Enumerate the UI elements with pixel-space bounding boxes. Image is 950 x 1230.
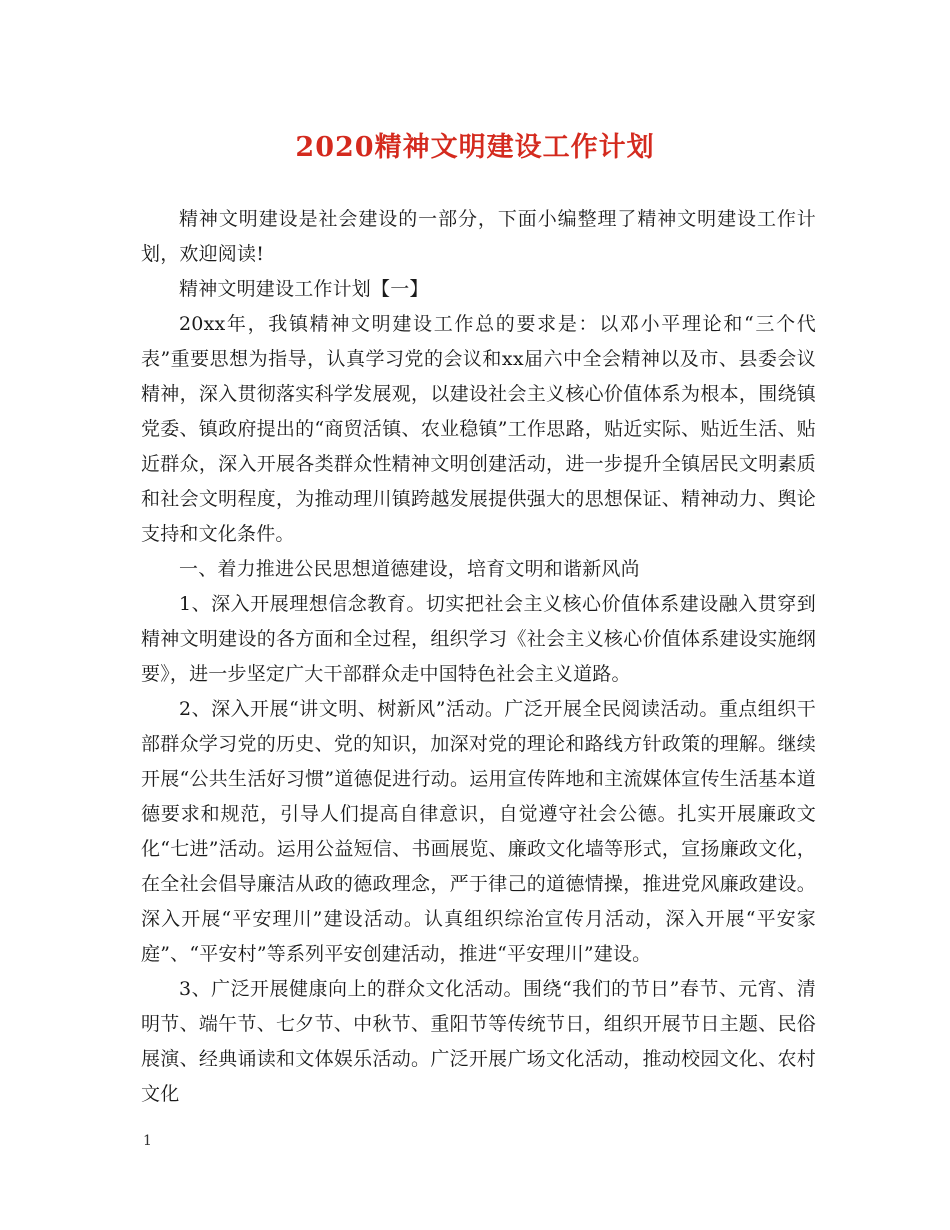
paragraph-intro: 精神文明建设是社会建设的一部分，下面小编整理了精神文明建设工作计划，欢迎阅读! xyxy=(141,208,816,265)
document-title: 2020精神文明建设工作计划 xyxy=(295,132,655,163)
paragraph-item-2: 2、深入开展“讲文明、树新风”活动。广泛开展全民阅读活动。重点组织干部群众学习党的历史、党的知识，加深对党的理论和路线方针政策的理解。继续开展“公共生活好习惯”道德促进行动。运用宣传阵地和主流媒体宣传生活基本道德要求和规范，引导人们提高自律意识，自觉遵守社会公德。扎实开展廉政文化“七进”活动。运用公益短信、书画展览、廉政文化墙等形式，宣扬廉政文化，在全社会倡导廉洁从政的德政理念，严于律己的道德情操，推进党风廉政建设。深入开展“平安理川”建设活动。认真组织综治宣传月活动，深入开展“平安家庭”、“平安村”等系列平安创建活动，推进“平安理川”建设。 xyxy=(141,698,816,965)
section-heading-plan-one: 精神文明建设工作计划【一】 xyxy=(179,278,429,300)
paragraph-overview: 20xx年，我镇精神文明建设工作总的要求是：以邓小平理论和“三个代表”重要思想为指导，认真学习党的会议和xx届六中全会精神以及市、县委会议精神，深入贯彻落实科学发展观，以建设社会主义核心价值体系为根本，围绕镇党委、镇政府提出的“商贸活镇、农业稳镇”工作思路，贴近实际、贴近生活、贴近群众，深入开展各类群众性精神文明创建活动，进一步提升全镇居民文明素质和社会文明程度，为推动理川镇跨越发展提供强大的思想保证、精神动力、舆论支持和文化条件。 xyxy=(141,313,816,545)
paragraph-item-3: 3、广泛开展健康向上的群众文化活动。围绕“我们的节日”春节、元宵、清明节、端午节、七夕节、中秋节、重阳节等传统节日，组织开展节日主题、民俗展演、经典诵读和文体娱乐活动。广泛开展广场文化活动，推动校园文化、农村文化 xyxy=(141,978,816,1105)
section-heading-1: 一、着力推进公民思想道德建设，培育文明和谐新风尚 xyxy=(179,558,640,580)
page-number: 1 xyxy=(143,1133,152,1149)
document-body xyxy=(141,202,816,1112)
paragraph-item-1: 1、深入开展理想信念教育。切实把社会主义核心价值体系建设融入贯穿到精神文明建设的各方面和全过程，组织学习《社会主义核心价值体系建设实施纲要》，进一步坚定广大干部群众走中国特色社会主义道路。 xyxy=(141,593,816,685)
